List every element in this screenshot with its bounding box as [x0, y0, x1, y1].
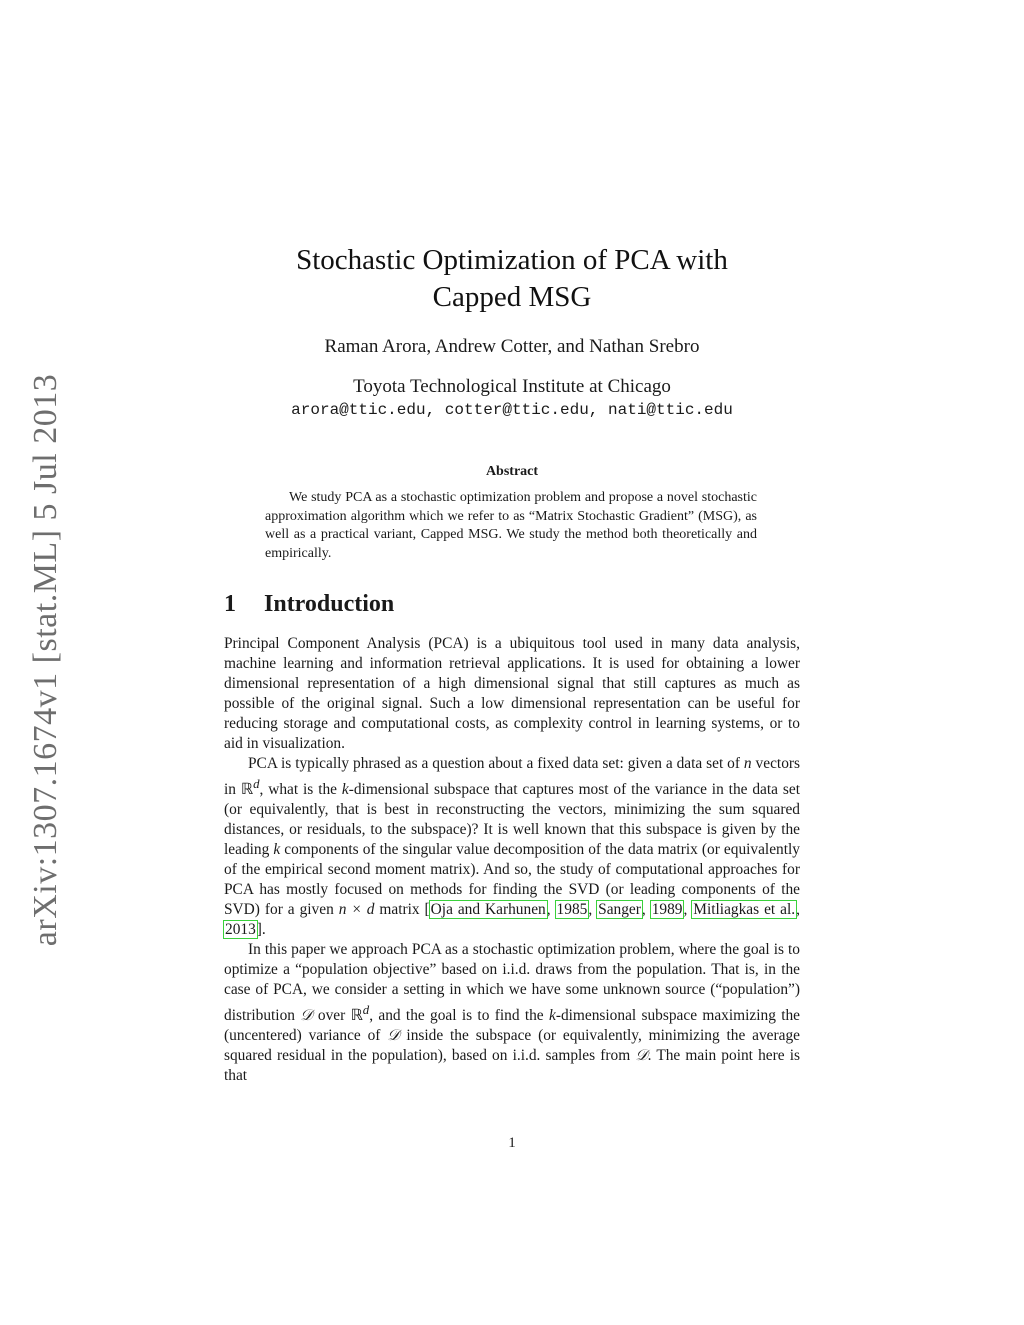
- section-number: 1: [224, 591, 236, 617]
- affiliation: Toyota Technological Institute at Chicago: [353, 376, 671, 397]
- citation-sanger[interactable]: Sanger: [598, 901, 641, 919]
- citation-mitliagkas-year[interactable]: 2013: [225, 921, 256, 939]
- paragraph-1: Principal Component Analysis (PCA) is a ubiquitous tool used in many data analysis, machine learning and information retrieval applications. It is used for obtaining a lower dimensional representation of a high dimensional signal that still captures as much as possible of the original signal. Such a low dimensional representation can be useful for reducing storage and computational costs, as complexity control in learning systems, or to aid in visualization.: [224, 635, 800, 752]
- section-title: Introduction: [264, 591, 395, 617]
- title-line-2: Capped MSG: [432, 281, 592, 313]
- section-heading: [224, 591, 394, 618]
- citation-mitliagkas[interactable]: Mitliagkas et al.: [693, 901, 796, 919]
- author-emails: arora@ttic.edu, cotter@ttic.edu, nati@ttic.edu: [291, 401, 733, 419]
- paragraph-2: PCA is typically phrased as a question about a fixed data set: given a data set of n vectors in ℝ$^d$, what is the k-dimensional subspace that captures most of the variance in the data set (or equivalently, that is best in reconstructing the vectors, minimizing the sum squared distances, or residuals, to the subspace)? It is well known that this subspace is given by the leading k components of the singular value decomposition of the data matrix (or equivalently of the empirical second moment matrix). And so, the study of computational approaches for PCA has mostly focused on methods for finding the SVD (or leading components of the SVD) for a given n × d matrix [Oja and Karhunen, 1985, Sanger, 1989, Mitliagkas et al., 2013].: [224, 755, 800, 939]
- abstract-heading: Abstract: [485, 464, 539, 479]
- abstract-text: We study PCA as a stochastic optimization problem and propose a novel stochastic approximation algorithm which we refer to as “Matrix Stochastic Gradient” (MSG), as well as a practical variant, Capped MSG. We study the method both theoretically and empirically.: [265, 490, 757, 561]
- paper-title: [180, 242, 844, 316]
- page-number: 1: [508, 1135, 516, 1151]
- paragraph-3: In this paper we approach PCA as a stochastic optimization problem, where the goal is to optimize a “population objective” based on i.i.d. draws from the population. That is, in the case of PCA, we consider a setting in which we have some unknown source (“population”) distribution 𝒟 over ℝ$^d$, and the goal is to find the k-dimensional subspace maximizing the (uncentered) variance of 𝒟 inside the subspace (or equivalently, minimizing the average squared residual in the population), based on i.i.d. samples from 𝒟. The main point here is that: [224, 941, 801, 1085]
- arxiv-identifier: arXiv:1307.1674v1 [stat.ML] 5 Jul 2013: [27, 373, 64, 947]
- citation-sanger-year[interactable]: 1989: [651, 901, 683, 919]
- body-text: [224, 634, 800, 1086]
- authors: Raman Arora, Andrew Cotter, and Nathan Srebro: [324, 336, 700, 357]
- arxiv-sidebar: [22, 373, 70, 947]
- citation-oja-karhunen[interactable]: Oja and Karhunen: [430, 901, 546, 919]
- citation-oja-karhunen-year[interactable]: 1985: [556, 901, 588, 919]
- title-line-1: Stochastic Optimization of PCA with: [296, 244, 728, 276]
